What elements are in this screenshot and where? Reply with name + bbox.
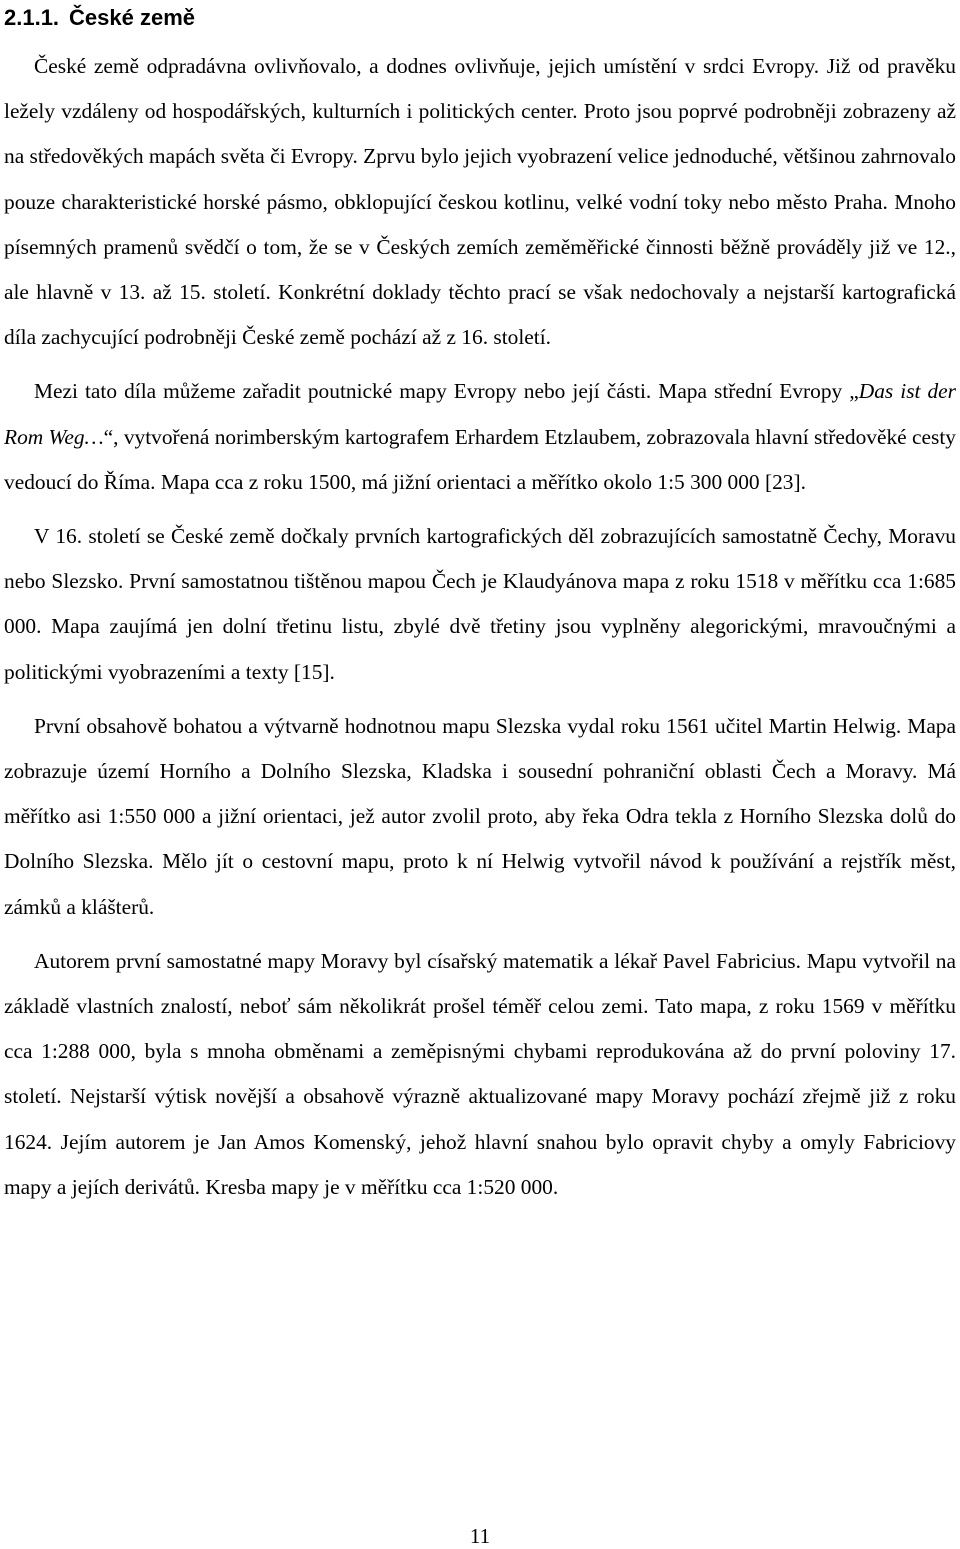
paragraph-5: Autorem první samostatné mapy Moravy byl císařský matematik a lékař Pavel Fabricius. Mapu vytvořil na základě vlastních znalostí, neboť sám několikrát prošel téměř celou zemi. Tato mapa, z roku 1569 v měřítku cca 1:288 000, byla s mnoha obměnami a zeměpisnými chybami reprodukována až do první poloviny 17. století. Nejstarší výtisk novější a obsahově výrazně aktualizované mapy Moravy pochází zřejmě již z roku 1624. Jejím autorem je Jan Amos Komenský, jehož hlavní snahou bylo opravit chyby a omyly Fabriciovy mapy a jejích derivátů. Kresba mapy je v měřítku cca 1:520 000. xyxy=(4,948,956,1199)
paragraph-2-after: “, vytvořená norimberským kartografem Erhardem Etzlaubem, zobrazovala hlavní středověké cesty vedoucí do Říma. Mapa cca z roku 1500, má jižní orientaci a měřítko okolo 1:5 300 000 [23]. xyxy=(4,424,956,494)
paragraph-1: České země odpradávna ovlivňovalo, a dodnes ovlivňuje, jejich umístění v srdci Evropy. Již od pravěku ležely vzdáleny od hospodářských, kulturních i politických center. Proto jsou poprvé podrobněji zobrazeny až na středověkých mapách světa či Evropy. Zprvu bylo jejich vyobrazení velice jednoduché, většinou zahrnovalo pouze charakteristické horské pásmo, obklopující českou kotlinu, velké vodní toky nebo město Praha. Mnoho písemných pramenů svědčí o tom, že se v Českých zemích zeměměřické činnosti běžně prováděly již ve 12., ale hlavně v 13. až 15. století. Konkrétní doklady těchto prací se však nedochovaly a nejstarší kartografická díla zachycující podrobněji České země pochází až z 16. století. xyxy=(4,54,956,350)
paragraph-2 xyxy=(4,369,956,505)
page-number: 11 xyxy=(469,1524,491,1548)
paragraph-4: První obsahově bohatou a výtvarně hodnotnou mapu Slezska vydal roku 1561 učitel Martin Helwig. Mapa zobrazuje území Horního a Dolního Slezska, Kladska i sousední pohraniční oblasti Čech a Moravy. Má měřítko asi 1:550 000 a jižní orientaci, jež autor zvolil proto, aby řeka Odra tekla z Horního Slezska dolů do Dolního Slezska. Mělo jít o cestovní mapu, proto k ní Helwig vytvořil návod k používání a rejstřík měst, zámků a klášterů. xyxy=(4,713,956,919)
section-title: České země xyxy=(69,5,196,30)
section-heading xyxy=(4,2,195,34)
paragraph-2-before: Mezi tato díla můžeme zařadit poutnické mapy Evropy nebo její části. Mapa střední Evropy „ xyxy=(34,379,859,404)
map-title-italic: Das ist der Rom Weg… xyxy=(4,379,957,449)
document-body xyxy=(4,44,956,1210)
section-number: 2.1.1. xyxy=(4,5,60,30)
paragraph-3: V 16. století se České země dočkaly prvních kartografických děl zobrazujících samostatně Čechy, Moravu nebo Slezsko. První samostatnou tištěnou mapou Čech je Klaudyánova mapa z roku 1518 v měřítku cca 1:685 000. Mapa zaujímá jen dolní třetinu listu, zbylé dvě třetiny jsou vyplněny alegorickými, mravoučnými a politickými vyobrazeními a texty [15]. xyxy=(4,524,956,684)
